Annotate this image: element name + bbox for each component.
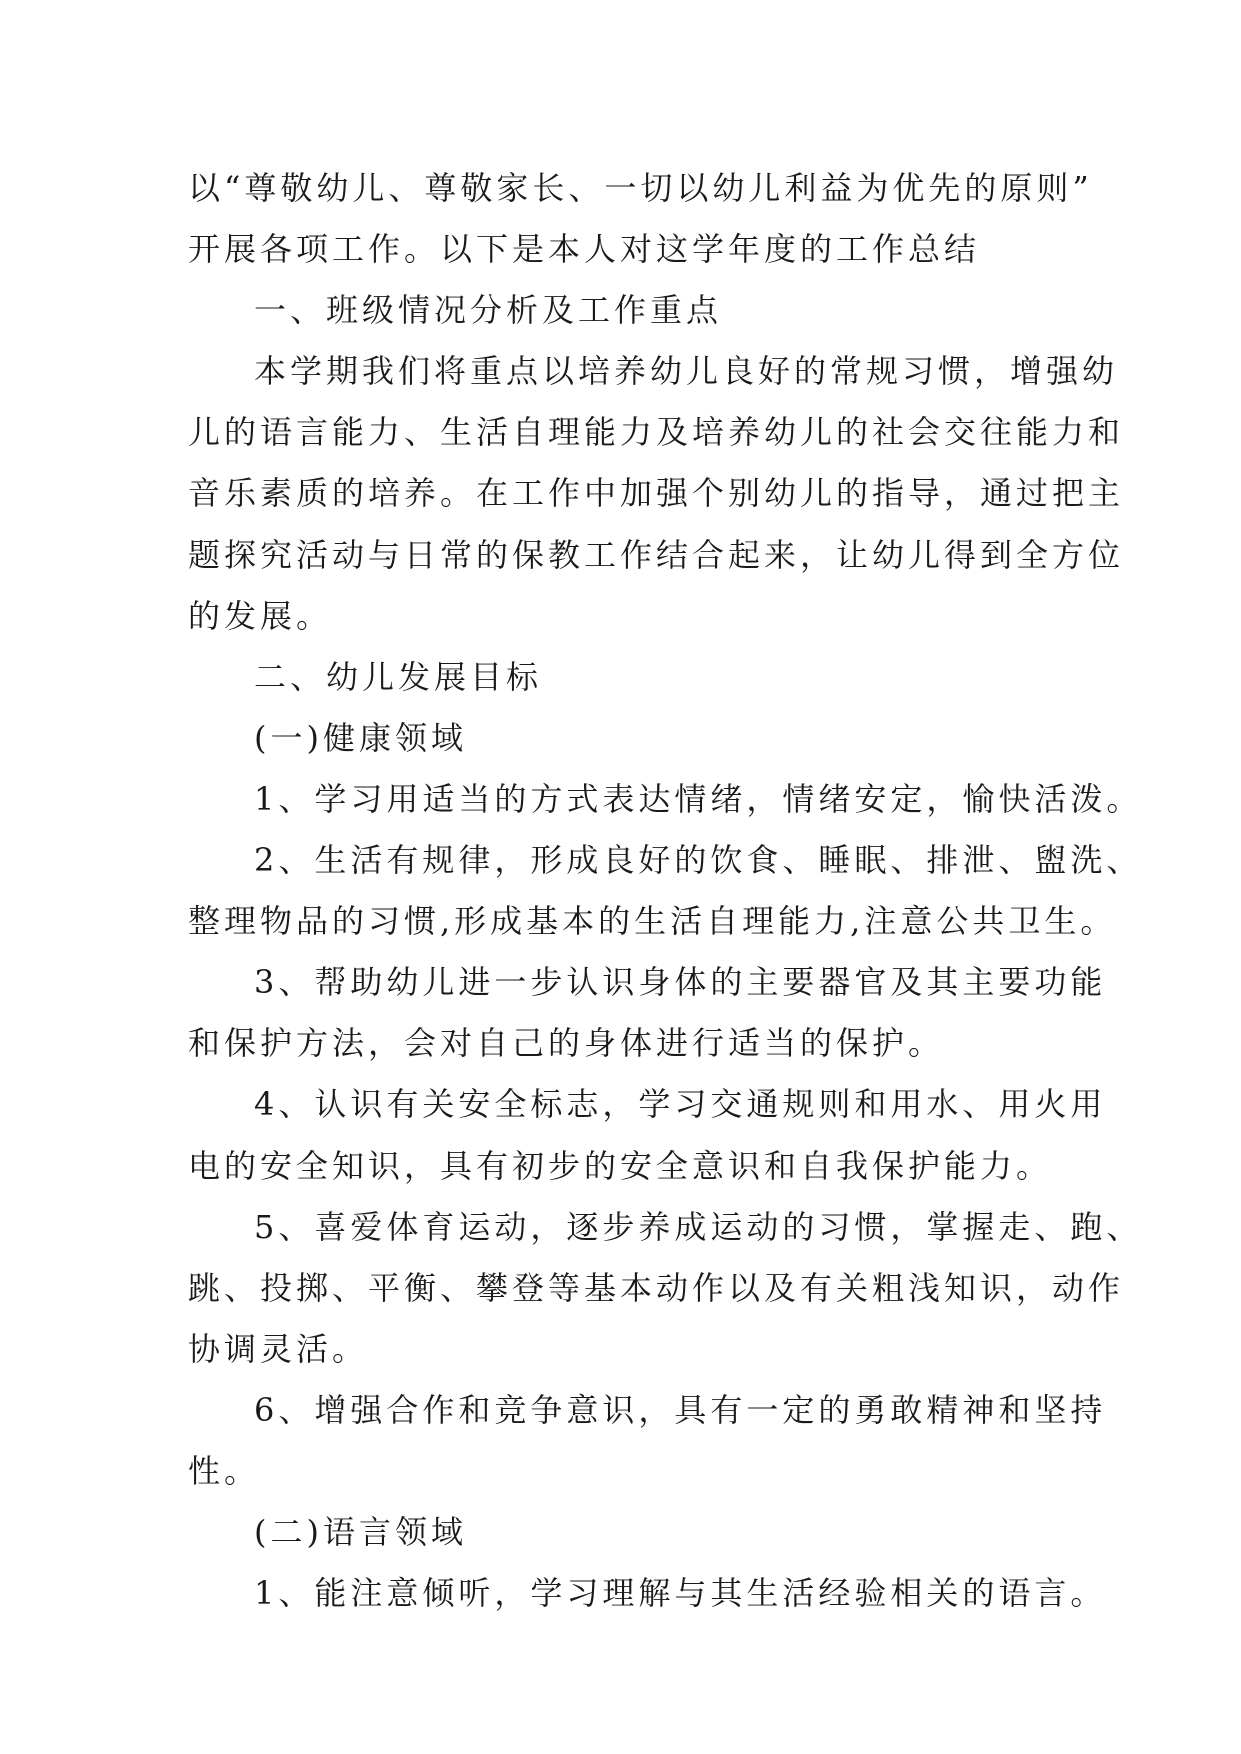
text-line: 电的安全知识，具有初步的安全意识和自我保护能力。 (188, 1146, 1053, 1185)
list-item: 2、生活有规律，形成良好的饮食、睡眠、排泄、盥洗、 (254, 841, 1143, 880)
subsection-heading: (二)语言领域 (254, 1513, 467, 1552)
list-item: 6、增强合作和竞争意识，具有一定的勇敢精神和坚持 (254, 1390, 1107, 1429)
list-item: 5、喜爱体育运动，逐步养成运动的习惯，掌握走、跑、 (254, 1207, 1143, 1246)
text-line: 音乐素质的培养。在工作中加强个别幼儿的指导，通过把主 (188, 474, 1125, 513)
text-line: 和保护方法，会对自己的身体进行适当的保护。 (188, 1024, 945, 1063)
list-item: 1、能注意倾听，学习理解与其生活经验相关的语言。 (254, 1574, 1107, 1613)
text-line: 开展各项工作。以下是本人对这学年度的工作总结 (188, 230, 981, 269)
text-line: 跳、投掷、平衡、攀登等基本动作以及有关粗浅知识，动作 (188, 1268, 1125, 1307)
list-item: 4、认识有关安全标志，学习交通规则和用水、用火用 (254, 1085, 1107, 1124)
section-heading: 二、幼儿发展目标 (254, 657, 543, 696)
document-body (188, 158, 1143, 1624)
text-line: 的发展。 (188, 596, 333, 635)
list-item: 3、帮助幼儿进一步认识身体的主要器官及其主要功能 (254, 963, 1107, 1002)
text-line: 协调灵活。 (188, 1329, 369, 1368)
list-item: 1、学习用适当的方式表达情绪，情绪安定，愉快活泼。 (254, 779, 1143, 818)
subsection-heading: (一)健康领域 (254, 718, 467, 757)
text-line: 整理物品的习惯,形成基本的生活自理能力,注意公共卫生。 (188, 902, 1117, 941)
text-line: 以“尊敬幼儿、尊敬家长、一切以幼儿利益为优先的原则” (188, 169, 1093, 207)
section-heading: 一、班级情况分析及工作重点 (254, 291, 723, 330)
text-line: 本学期我们将重点以培养幼儿良好的常规习惯，增强幼 (254, 352, 1119, 391)
text-line: 题探究活动与日常的保教工作结合起来，让幼儿得到全方位 (188, 535, 1125, 574)
text-line: 性。 (188, 1451, 261, 1490)
text-line: 儿的语言能力、生活自理能力及培养幼儿的社会交往能力和 (188, 413, 1125, 452)
